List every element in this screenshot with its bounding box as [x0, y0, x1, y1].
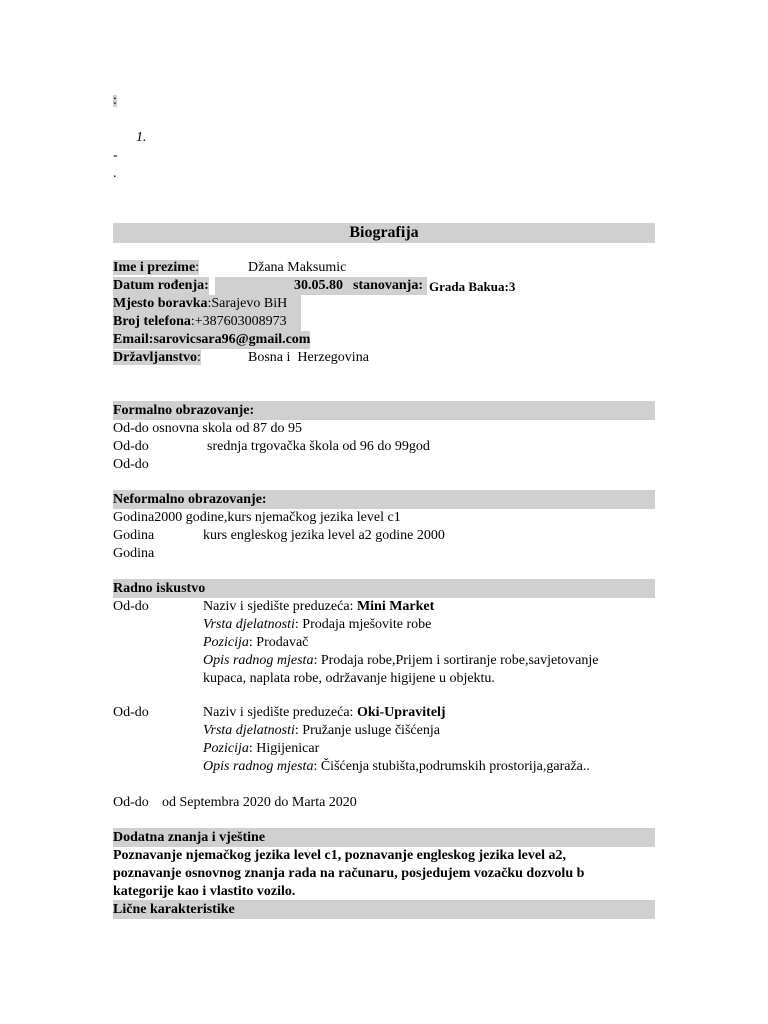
stray-colon: :: [113, 93, 117, 108]
name-label: Ime i prezime: [113, 260, 196, 275]
formal-line-2-text: srednja trgovačka škola od 96 do 99god: [207, 439, 430, 454]
job-2-company-label: Naziv i sjedište preduzeća:: [203, 705, 357, 720]
phone-label: Broj telefona: [113, 314, 191, 329]
stray-dash: -: [113, 148, 118, 163]
job-1-position-row: [203, 634, 308, 652]
traits-heading: Lične karakteristike: [113, 902, 235, 917]
dob-label: Datum rođenja:: [113, 278, 209, 293]
job-2-position-label: Pozicija: [203, 741, 249, 756]
work-heading: Radno iskustvo: [113, 581, 206, 596]
formal-line-1: Od-do osnovna skola od 87 do 95: [113, 421, 302, 436]
skills-heading: Dodatna znanja i vještine: [113, 830, 266, 845]
email-row: [113, 331, 310, 349]
job-2-activity-label: Vrsta djelatnosti: [203, 723, 295, 738]
job-1-position-label: Pozicija: [203, 635, 249, 650]
job-1-position: : Prodavač: [248, 635, 309, 650]
citizenship-row: [113, 349, 201, 367]
job-1-activity-row: [203, 616, 431, 634]
dob-value: 30.05.80: [294, 278, 343, 293]
job-1-activity: : Prodaja mješovite robe: [294, 617, 432, 632]
place-row: [113, 295, 287, 313]
phone-value: +387603008973: [194, 314, 287, 329]
job-1-period: Od-do: [113, 599, 149, 614]
formal-heading: Formalno obrazovanje:: [113, 403, 255, 418]
job-1-desc-line-1: : Prodaja robe,Prijem i sortiranje robe,savjetovanje: [313, 653, 599, 668]
job-1-company-row: [203, 598, 434, 616]
job-2-activity-row: [203, 722, 440, 740]
informal-heading: Neformalno obrazovanje:: [113, 492, 267, 507]
job-1-company: Mini Market: [356, 599, 435, 614]
skills-line-2: poznavanje osnovnog znanja rada na računaru, posjedujem vozačku dozvolu b: [113, 866, 585, 881]
job-2-desc-row: [203, 758, 590, 776]
email-label: Email:: [113, 332, 154, 347]
place-value: Sarajevo BiH: [211, 296, 288, 311]
stray-dot: .: [113, 166, 117, 181]
phone-sep: :: [190, 314, 195, 329]
informal-line-2-text: kurs engleskog jezika level a2 godine 2000: [203, 528, 445, 543]
informal-line-2-prefix: Godina: [113, 528, 155, 543]
job-2-position: : Higijenicar: [248, 741, 320, 756]
job-2-company-row: [203, 704, 446, 722]
job-1-desc-row: [203, 652, 598, 670]
name-value: Džana Maksumic: [248, 260, 347, 275]
informal-line-3: Godina: [113, 546, 155, 561]
page-title: Biografija: [349, 224, 419, 241]
job-2-company: Oki-Upravitelj: [356, 705, 446, 720]
skills-line-1: Poznavanje njemačkog jezika level c1, poznavanje engleskog jezika level a2,: [113, 848, 566, 863]
job-1-company-label: Naziv i sjedište preduzeća:: [203, 599, 357, 614]
job-2-activity: : Pružanje usluge čišćenja: [294, 723, 440, 738]
citizenship-value: Bosna i Herzegovina: [248, 350, 369, 365]
formal-line-2-prefix: Od-do: [113, 439, 149, 454]
job-2-position-row: [203, 740, 319, 758]
extra-period-text: od Septembra 2020 do Marta 2020: [162, 795, 357, 810]
formal-line-3: Od-do: [113, 457, 149, 472]
job-1-desc-label: Opis radnog mjesta: [203, 653, 314, 668]
skills-line-3: kategorije kao i vlastito vozilo.: [113, 884, 296, 899]
name-row: [113, 259, 199, 277]
informal-line-1: Godina2000 godine,kurs njemačkog jezika level c1: [113, 510, 401, 525]
job-2-period: Od-do: [113, 705, 149, 720]
job-2-desc-label: Opis radnog mjesta: [203, 759, 314, 774]
job-1-activity-label: Vrsta djelatnosti: [203, 617, 295, 632]
residence-value: Grada Bakua:3: [429, 279, 516, 294]
citizenship-label: Državljanstvo: [113, 350, 197, 365]
name-sep: :: [195, 260, 200, 275]
list-number: 1.: [136, 130, 147, 145]
job-1-desc-line-2: kupaca, naplata robe, održavanje higijene u objektu.: [203, 671, 495, 686]
extra-period-prefix: Od-do: [113, 795, 149, 810]
residence-label: stanovanja:: [353, 278, 424, 293]
place-label: Mjesto boravka: [113, 296, 208, 311]
place-sep: :: [207, 296, 212, 311]
email-value[interactable]: sarovicsara96@gmail.com: [153, 332, 311, 347]
job-2-desc-line-1: : Čišćenja stubišta,podrumskih prostorija,garaža..: [313, 759, 590, 774]
phone-row: [113, 313, 287, 331]
citizenship-sep: :: [197, 350, 201, 365]
